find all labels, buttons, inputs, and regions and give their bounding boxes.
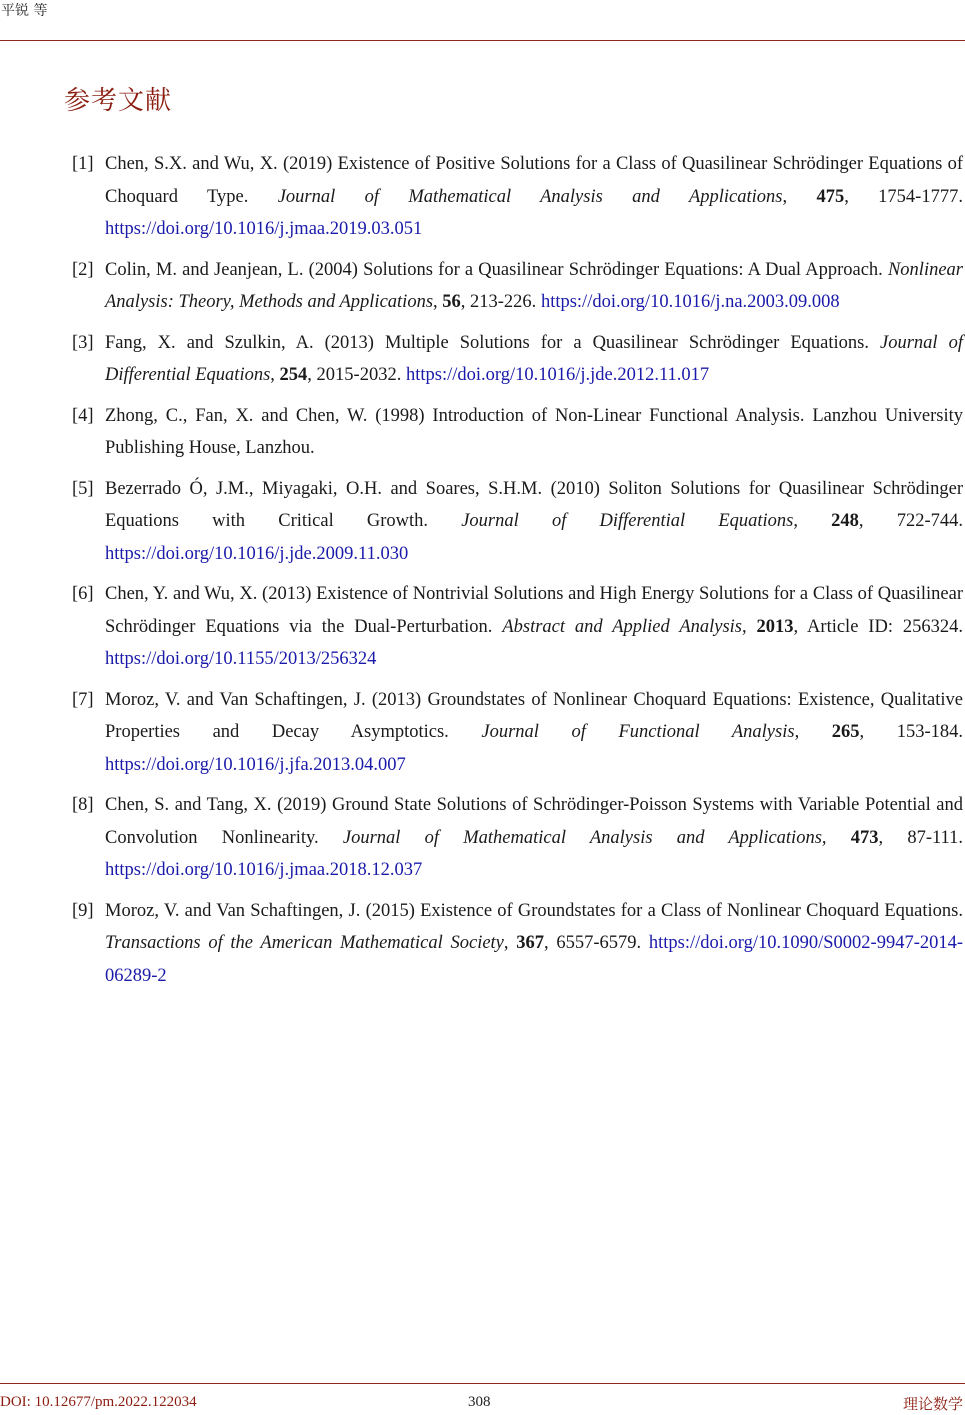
reference-volume: 56 [442,292,461,312]
reference-item [72,400,963,465]
reference-doi-link[interactable]: https://doi.org/10.1016/j.jde.2012.11.017 [405,365,710,385]
reference-number: [7] [72,689,94,710]
reference-pages: , 1754-1777. [844,186,963,207]
reference-authors-title: Fang, X. and Szulkin, A. (2013) Multiple Solutions for a Quasilinear Schrödinger Equations. [105,332,881,353]
page-footer [0,1383,965,1415]
reference-pages: , 2015-2032. [307,365,406,385]
reference-volume: 254 [279,365,308,385]
reference-authors-title: Moroz, V. and Van Schaftingen, J. (2013) Groundstates of Nonlinear Choquard Equations: Existence, Qualitative Properties and Decay Asymptotics. [105,689,963,742]
reference-pages: , 6557-6579. [544,933,649,953]
reference-number: [8] [72,795,94,815]
reference-separator: , [270,365,280,385]
reference-item [72,895,963,993]
reference-journal: Transactions of the American Mathematical Society [105,933,504,953]
reference-separator: , [782,186,817,207]
reference-text [105,254,963,319]
reference-pages: , 722-744. [858,511,964,531]
reference-volume: 2013 [756,616,794,637]
reference-journal: Journal of Differential Equations [461,511,794,531]
reference-volume: 475 [816,186,845,207]
reference-doi-link[interactable]: https://doi.org/10.1155/2013/256324 [105,649,377,669]
reference-separator: , [503,933,517,953]
reference-journal: Journal of Mathematical Analysis and Applications [277,186,783,207]
reference-volume: 248 [831,511,859,531]
reference-doi-link[interactable]: https://doi.org/10.1016/j.jmaa.2019.03.051 [105,219,423,239]
reference-doi-link[interactable]: https://doi.org/10.1016/j.na.2003.09.008 [540,292,840,312]
reference-number: [9] [72,900,94,921]
reference-journal: Journal of Differential Equations [105,332,963,385]
reference-volume: 265 [831,722,860,742]
reference-item [72,327,963,392]
reference-authors-title: Colin, M. and Jeanjean, L. (2004) Solutions for a Quasilinear Schrödinger Equations: A Dual Approach. [105,259,888,280]
reference-authors-title: Bezerrado Ó, J.M., Miyagaki, O.H. and Soares, S.H.M. (2010) Soliton Solutions for Quasilinear Schrödinger Equations with Critical Growth. [105,478,963,531]
reference-number: [3] [72,332,94,353]
reference-item [72,473,963,571]
reference-number: [6] [72,584,94,604]
reference-pages: , Article ID: 256324. [793,616,963,637]
reference-list [72,148,963,1000]
footer-journal-name: 理论数学 [902,1395,963,1413]
reference-authors-title: Chen, S. and Tang, X. (2019) Ground State Solutions of Schrödinger-Poisson Systems with Variable Potential and Convolution Nonlinearity. [105,795,963,848]
reference-number: [4] [72,405,94,426]
reference-authors-title: Zhong, C., Fan, X. and Chen, W. (1998) Introduction of Non-Linear Functional Analysis. Lanzhou University Publishing House, Lanzhou. [105,405,963,458]
page-header [0,0,965,41]
reference-journal: Nonlinear Analysis: Theory, Methods and Applications [105,259,963,312]
reference-text [105,473,963,571]
reference-authors-title: Moroz, V. and Van Schaftingen, J. (2015) Existence of Groundstates for a Class of Nonlinear Choquard Equations. [105,900,963,921]
reference-separator: , [793,511,832,531]
reference-item [72,578,963,676]
reference-doi-link[interactable]: https://doi.org/10.1090/S0002-9947-2014-06289-2 [105,933,964,986]
header-authors: 平锐 等 [1,3,48,19]
reference-doi-link[interactable]: https://doi.org/10.1016/j.jfa.2013.04.007 [105,754,406,775]
reference-pages: , 153-184. [859,722,963,742]
reference-item [72,789,963,887]
reference-volume: 367 [516,933,544,953]
reference-journal: Abstract and Applied Analysis [502,616,743,637]
reference-number: [5] [72,478,94,499]
reference-authors-title: Chen, S.X. and Wu, X. (2019) Existence of Positive Solutions for a Class of Quasilinear Schrödinger Equations of Choquard Type. [105,154,963,207]
reference-item [72,254,963,319]
reference-separator: , [821,827,851,848]
reference-text [105,578,963,676]
reference-separator: , [742,616,757,637]
reference-text [105,684,963,782]
reference-journal: Journal of Functional Analysis [481,722,795,742]
reference-text [105,789,963,887]
reference-text [105,400,963,465]
reference-number: [1] [72,154,94,174]
page-number: 308 [468,1394,491,1410]
reference-pages: , 87-111. [878,827,963,848]
reference-item [72,148,963,246]
reference-text [105,895,963,993]
footer-doi[interactable]: DOI: 10.12677/pm.2022.122034 [0,1394,197,1410]
reference-authors-title: Chen, Y. and Wu, X. (2013) Existence of Nontrivial Solutions and High Energy Solutions for a Class of Quasilinear Schrödinger Equations via the Dual-Perturbation. [105,584,963,637]
reference-pages: , 213-226. [460,292,541,312]
reference-separator: , [433,292,443,312]
reference-text [105,148,963,246]
reference-number: [2] [72,259,94,280]
reference-item [72,684,963,782]
reference-text [105,327,963,392]
reference-volume: 473 [850,827,879,848]
reference-separator: , [794,722,832,742]
reference-journal: Journal of Mathematical Analysis and Applications [342,827,822,848]
reference-doi-link[interactable]: https://doi.org/10.1016/j.jmaa.2018.12.037 [105,860,423,880]
reference-doi-link[interactable]: https://doi.org/10.1016/j.jde.2009.11.030 [105,543,409,564]
section-title: 参考文献 [64,86,173,116]
